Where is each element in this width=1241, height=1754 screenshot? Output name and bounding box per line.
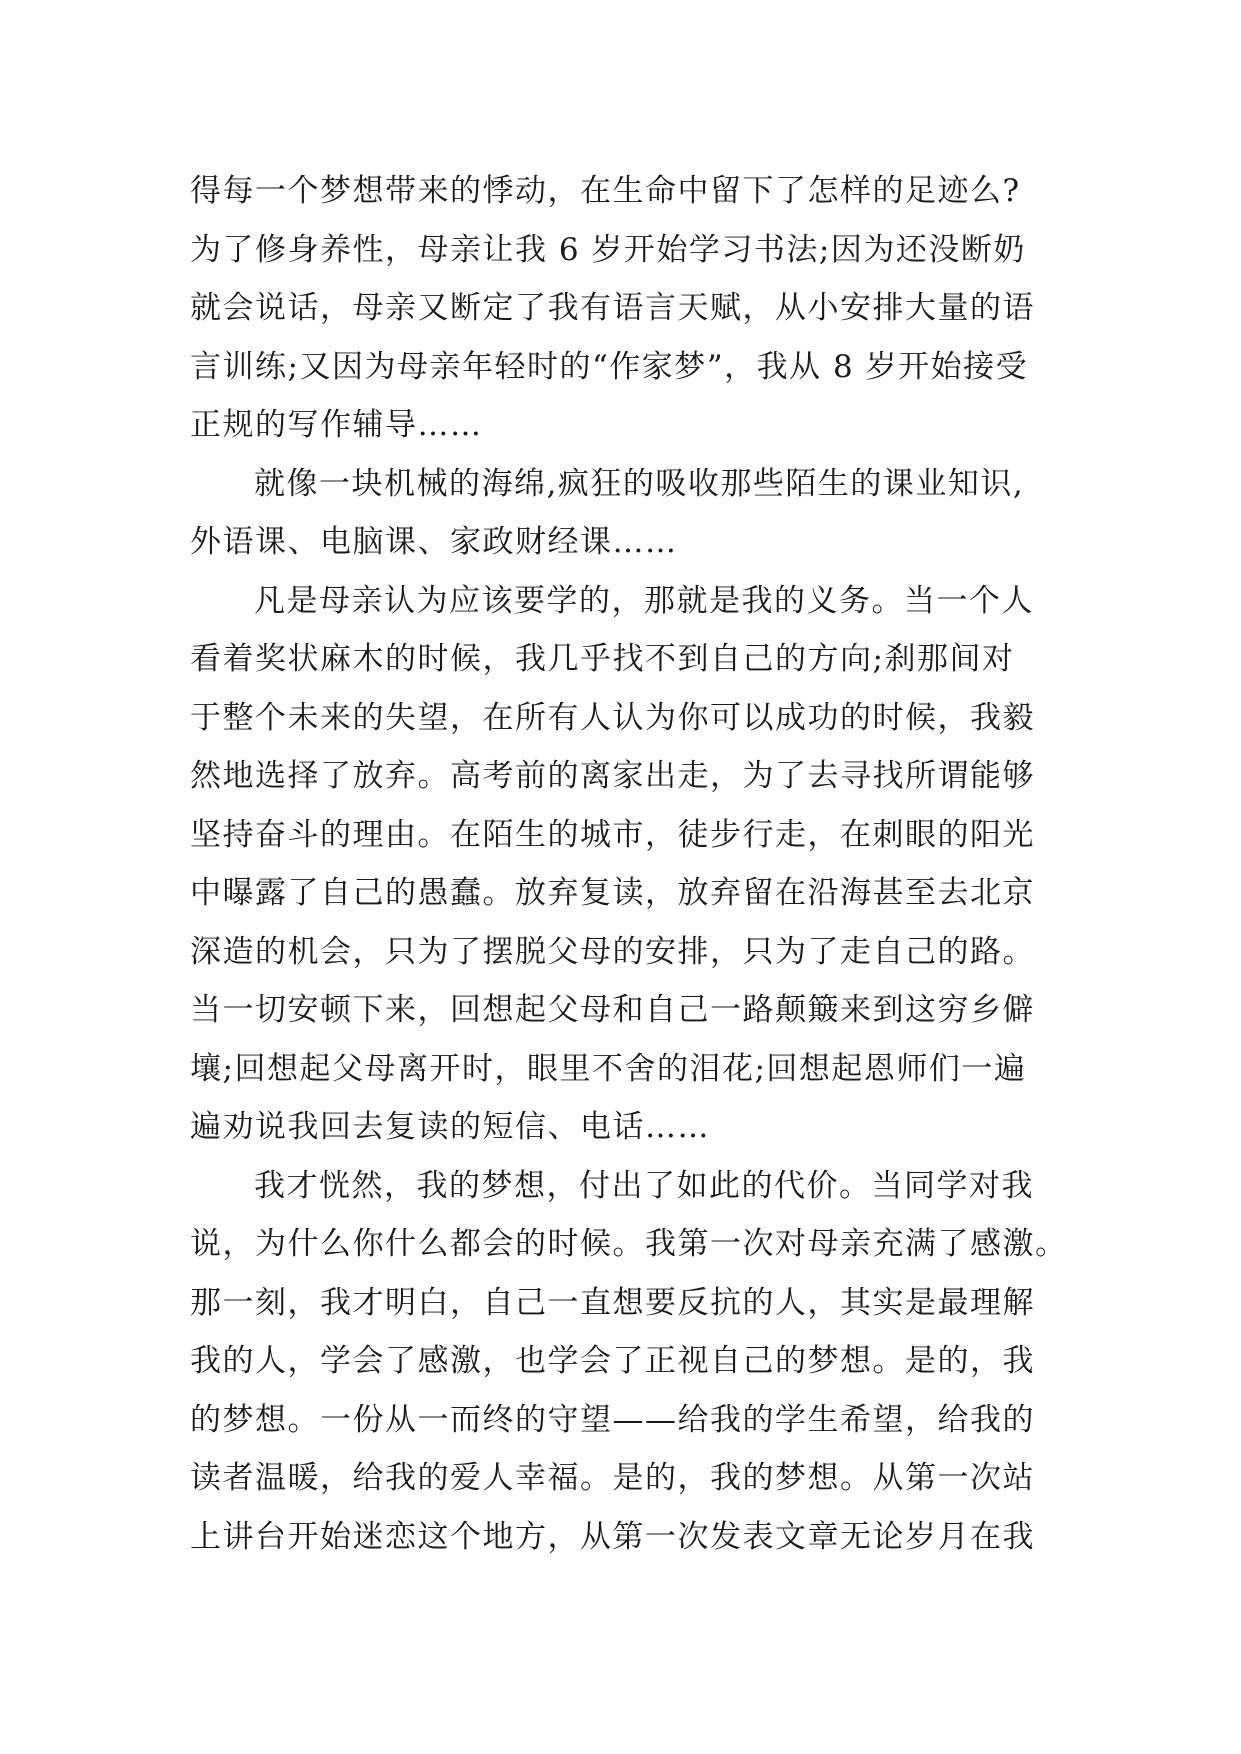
text-line: 正规的写作辅导…… [190, 407, 483, 443]
text-line: 遍劝说我回去复读的短信、电话…… [190, 1109, 710, 1145]
text-line: 我的人，学会了感激，也学会了正视自己的梦想。是的，我 [190, 1343, 1035, 1379]
text-line: 那一刻，我才明白，自己一直想要反抗的人，其实是最理解 [190, 1284, 1035, 1321]
text-line: 就会说话，母亲又断定了我有语言天赋，从小安排大量的语 [190, 290, 1035, 326]
text-line: 深造的机会，只为了摆脱父母的安排，只为了走自己的路。 [190, 933, 1035, 970]
text-line: 读者温暖，给我的爱人幸福。是的，我的梦想。从第一次站 [190, 1460, 1035, 1496]
text-line: 当一切安顿下来，回想起父母和自己一路颠簸来到这穷乡僻 [190, 992, 1035, 1028]
paragraph-start-line: 我才恍然，我的梦想，付出了如此的代价。当同学对我 [254, 1167, 1034, 1204]
text-line: 坚持奋斗的理由。在陌生的城市，徒步行走，在刺眼的阳光 [190, 816, 1035, 853]
text-line: 得每一个梦想带来的悸动，在生命中留下了怎样的足迹么? [190, 173, 1021, 209]
text-line: 言训练;又因为母亲年轻时的“作家梦”，我从 8 岁开始接受 [190, 348, 1029, 385]
paragraph-start-line: 就像一块机械的海绵,疯狂的吸收那些陌生的课业知识, [254, 465, 1025, 502]
text-line: 的梦想。一份从一而终的守望——给我的学生希望，给我的 [190, 1401, 1035, 1438]
text-line: 上讲台开始迷恋这个地方，从第一次发表文章无论岁月在我 [190, 1518, 1035, 1555]
text-line: 外语课、电脑课、家政财经课…… [190, 524, 678, 560]
text-line: 于整个未来的失望，在所有人认为你可以成功的时候，我毅 [190, 699, 1035, 736]
text-line: 壤;回想起父母离开时，眼里不舍的泪花;回想起恩师们一遍 [190, 1050, 1027, 1087]
text-line: 看着奖状麻木的时候，我几乎找不到自己的方向;刹那间对 [190, 641, 1015, 677]
essay-body [190, 162, 1070, 1566]
paragraph-start-line: 凡是母亲认为应该要学的，那就是我的义务。当一个人 [254, 582, 1034, 619]
text-line: 中曝露了自己的愚蠢。放弃复读，放弃留在沿海甚至去北京 [190, 875, 1035, 911]
text-line: 说，为什么你什么都会的时候。我第一次对母亲充满了感激。 [190, 1226, 1068, 1262]
text-line: 然地选择了放弃。高考前的离家出走，为了去寻找所谓能够 [190, 758, 1035, 794]
text-line: 为了修身养性，母亲让我 6 岁开始学习书法;因为还没断奶 [190, 231, 1026, 268]
